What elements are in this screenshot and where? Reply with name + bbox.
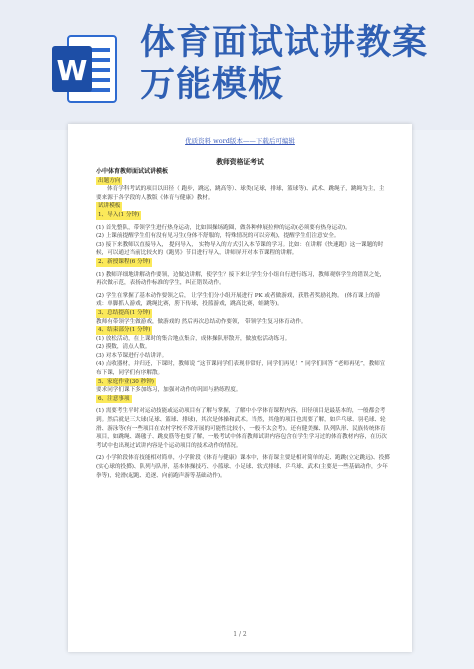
paragraph: (1) 放松活动，在上课时的集合地点集合，成体操队形散开，做放松活动练习。 xyxy=(96,335,291,342)
paragraph: (2) 上课前提醒学生们有没有见习生(身体不舒服的，特殊情况的可以旁观)，提醒学生们注意安全。 xyxy=(96,233,340,240)
title-line-1: 体育面试试讲教案 xyxy=(140,23,429,63)
banner xyxy=(0,0,474,130)
section-heading: 5、家庭作业(30 秒钟) xyxy=(98,378,154,385)
paragraph: (2) 学生在掌握了基本动作要领之后， 让学生们分小组开展进行 PK 或者做游戏，获胜者奖励礼物。 (体育课上的游戏：单脚抓人游戏，跳绳比赛，胯下传球，投篮游戏，跳高比赛，蛙跳等)。 xyxy=(96,292,381,308)
paragraph: (1) 教师详细地讲解动作要领，边做边讲解，使学生？接下来让学生分小组自行进行练习，教师观察学生的错误之处，再次做示范，表扬动作标准的学生，纠正错误动作。 xyxy=(96,271,386,287)
section-heading: 1、导入(1 分钟) xyxy=(98,211,140,218)
paragraph: (1) 需要考生平时对运动技能或运动项目有了解与掌握，了解中小学体育课程内容，田径项目是最基本的，一般都会考到。然后就是三大球(足球、篮球、排球)，其次是体操和武术。当然，其他的项目也需要了解，如乒乓球、羽毛球、轮滑、游泳等(有一些项目在农村学校不常开展的可能性比较小，一般不太会考)。还有健美操、队列队形、民族传统体育项目，如跳绳、踢毽子、跳皮筋等也要了解，一般考试中体育教师试讲内容包含在学生学习过的体育教材内容，在历次考试中也出现过试讲内容是个运动项目的技术动作的情况。 xyxy=(96,408,387,449)
word-logo-letter: W xyxy=(56,54,88,87)
section-heading: 试讲模板 xyxy=(98,203,121,210)
paragraph: (1) 首先整队，带领学生进行热身运动，比如围操场跑圈，做各种伸展拉伸的运动(必须要有热身运动)。 xyxy=(96,224,351,231)
document-subtitle: 小中体育教师面试试讲模板 xyxy=(96,168,169,175)
paragraph: (2) 小学阶段体育技能相对简单，小学阶段《体育与健康》课本中，体育课主要是相对简单的走、跑跳(立定跳远)、投掷(实心球的投掷)、队列与队形，基本体操技巧、小篮球、小足球、软式排球、乒乓球、武术(主要是一些基础动作，少年拳等)，轮滑(起跑、追逐、向前跑声游等基础动作)。 xyxy=(96,455,390,479)
document-content xyxy=(96,168,390,480)
document-page xyxy=(68,124,412,652)
title-line-2: 万能模板 xyxy=(140,65,285,105)
paragraph: (4) 点收器材，并归还，下课时，教师说 “这节课同学们表现非常好，同学们再见！” 同学们回答 “老师再见”，教师宣布下课，同学们有序解散。 xyxy=(96,361,386,377)
paragraph: (3) 对本节课进行小结讲评。 xyxy=(96,352,168,359)
section-heading: 出题方向 xyxy=(98,177,121,184)
section-heading: 3、总结提高(1 分钟) xyxy=(98,309,151,316)
exam-title: 教师资格证考试 xyxy=(216,158,264,166)
paragraph: (3) 接下来教师以直接导入， 提问导入， 实物导入的方式引入本节课的学习。比如：在讲解《快速跑》这一课题的时候，可以通过当前比较火的《跑男》节目进行导入，讲师屏开对本节课程的讲解。 xyxy=(96,241,384,257)
section-heading: 6、注意事项 xyxy=(98,395,130,402)
paragraph: 教师有带领学生做游戏，做游戏的 然后再次总结动作要领， 带领学生复习体育动作。 xyxy=(96,318,307,325)
section-heading: 4、结束部分(1 分钟) xyxy=(98,327,151,334)
document-title xyxy=(140,22,470,106)
page-number: 1 / 2 xyxy=(233,631,247,638)
word-icon xyxy=(50,30,120,108)
paragraph: 体育学科考试的项目以田径（ 跑步，跳远，跳高等）、球类(足球，排球，篮球等)、武术、跳绳子，跳绳为主，主要来源于各学段的人教版《体育与健康》教材。 xyxy=(96,186,385,201)
section-heading: 2、新授课程(6 分钟) xyxy=(98,258,151,265)
paragraph: (2) 摸数，清点人数。 xyxy=(96,344,151,351)
header-link[interactable]: 优质资料 word版本——下载后可编辑 xyxy=(185,137,295,145)
paragraph: 要求同学们课下多加练习，加强对动作的巩固与熟练程度。 xyxy=(96,387,242,394)
